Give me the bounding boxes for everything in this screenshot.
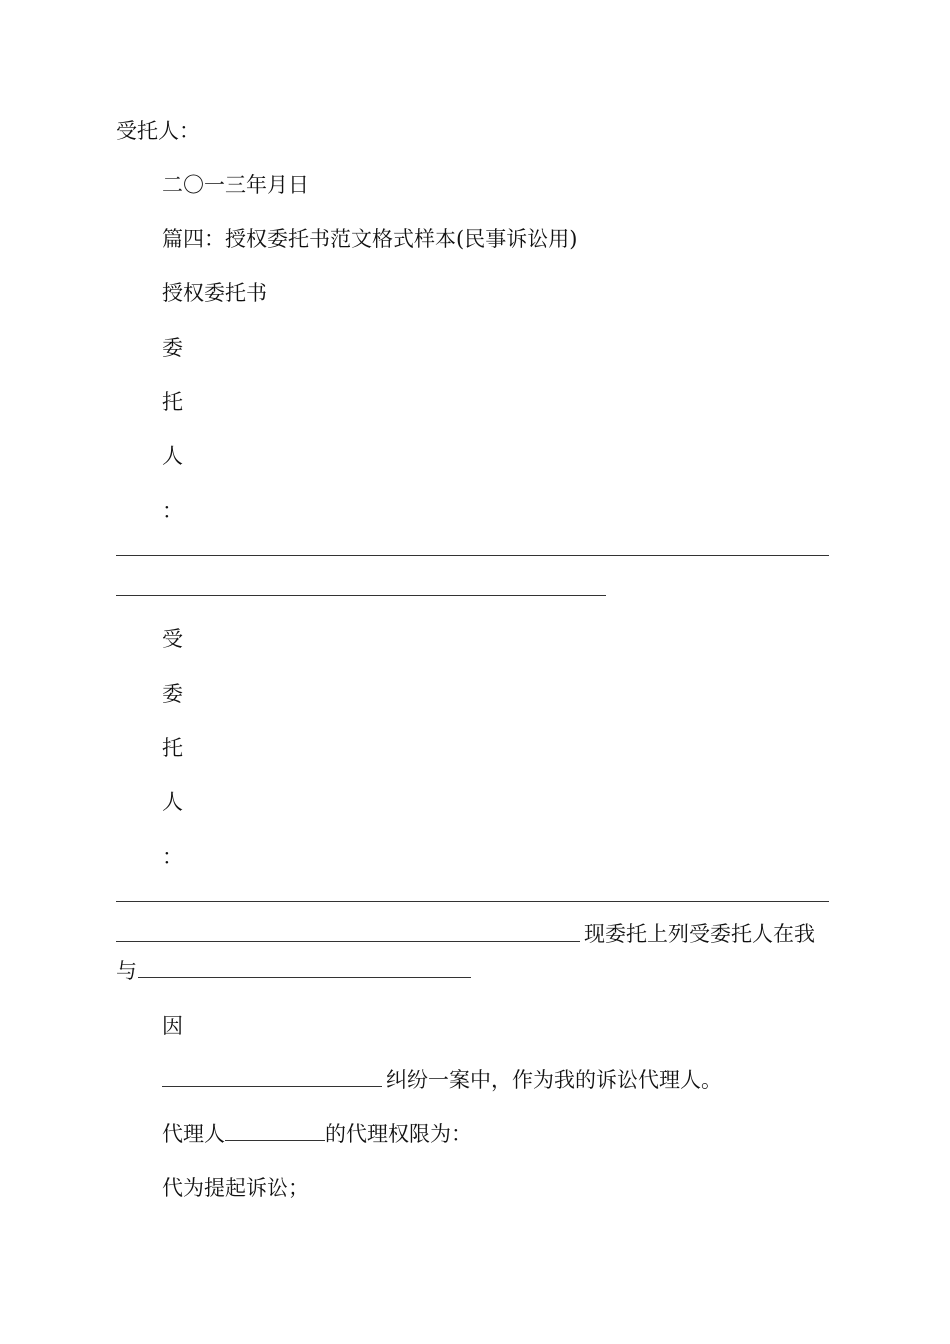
entrust-text: 现委托上列受委托人在我 xyxy=(584,922,815,946)
agent-char-4: 人 xyxy=(162,790,183,814)
authority-item-1: 代为提起诉讼； xyxy=(162,1176,309,1200)
section-title: 篇四：授权委托书范文格式样本(民事诉讼用) xyxy=(162,227,578,251)
with-prefix: 与 xyxy=(116,959,137,983)
agent-char-2: 委 xyxy=(162,682,183,706)
dispute-text: 纠纷一案中，作为我的诉讼代理人。 xyxy=(386,1068,722,1092)
principal-blank-line-1 xyxy=(116,555,829,556)
principal-char-2: 托 xyxy=(162,390,183,414)
agent-authority-line xyxy=(162,1120,472,1148)
trustee-label: 受托人： xyxy=(116,119,200,143)
agent-char-5: ： xyxy=(162,845,183,869)
cause-label: 因 xyxy=(162,1014,183,1038)
opponent-blank-line xyxy=(138,977,471,978)
agent-char-3: 托 xyxy=(162,736,183,760)
agent-blank-line-2 xyxy=(116,941,580,942)
principal-blank-line-2 xyxy=(116,595,606,596)
principal-char-4: ： xyxy=(162,499,183,523)
agent-prefix: 代理人 xyxy=(162,1122,225,1146)
agent-blank-line-1 xyxy=(116,901,829,902)
agent-char-1: 受 xyxy=(162,627,183,651)
principal-char-3: 人 xyxy=(162,444,183,468)
dispute-blank-line xyxy=(162,1086,382,1087)
form-title: 授权委托书 xyxy=(162,281,267,305)
principal-char-1: 委 xyxy=(162,336,183,360)
authority-suffix: 的代理权限为： xyxy=(325,1122,472,1146)
agent-name-blank xyxy=(225,1122,325,1141)
date-line: 二〇一三年月日 xyxy=(162,173,309,197)
